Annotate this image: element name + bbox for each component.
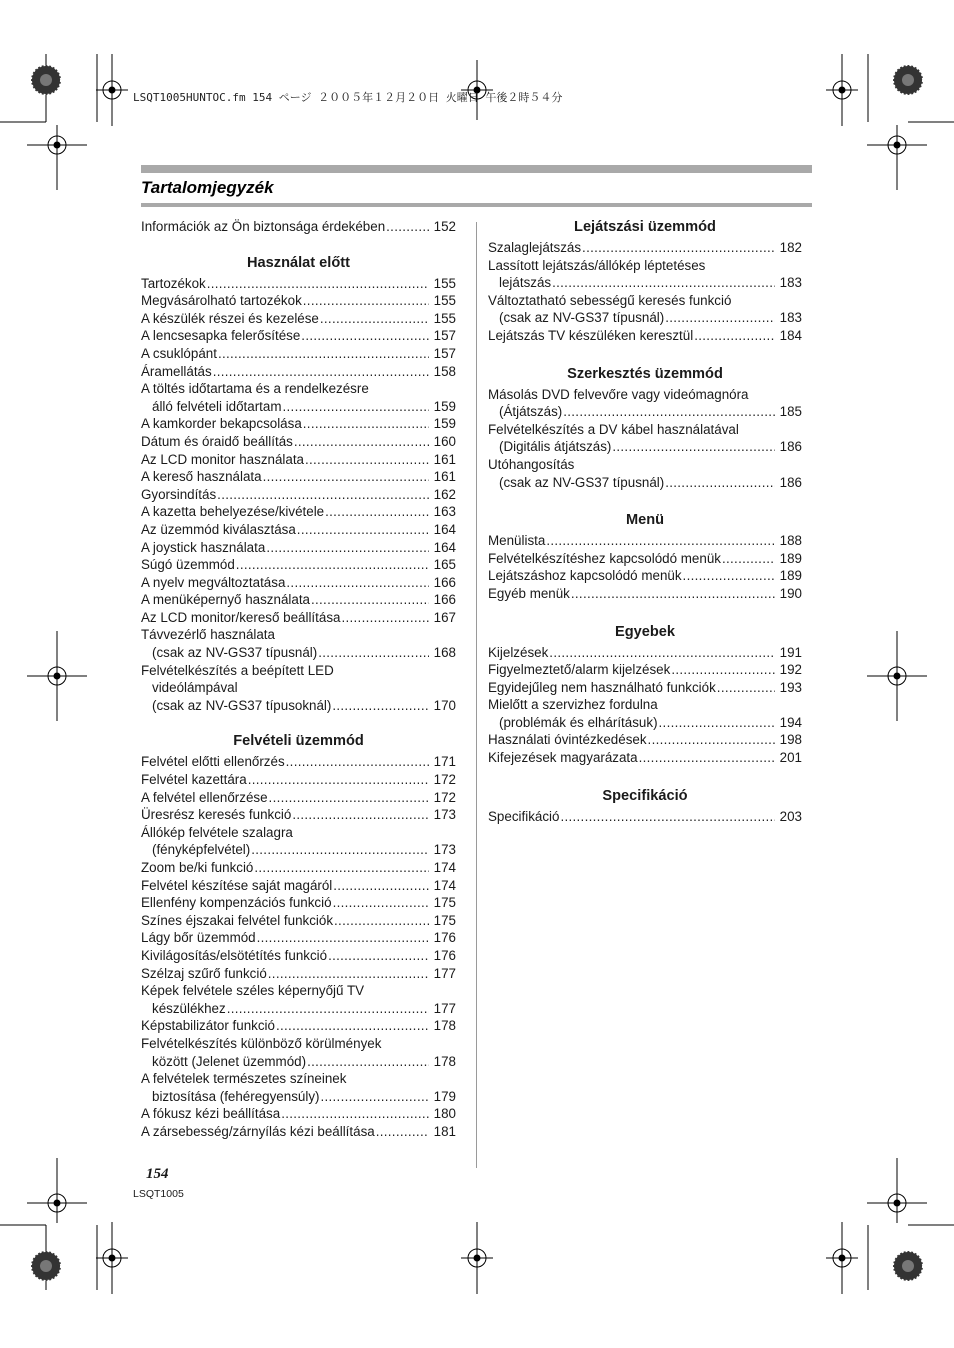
toc-entry[interactable] [141,310,456,328]
toc-entry-page: 198 [779,732,802,748]
toc-entry[interactable] [488,309,802,327]
dot-leader [217,486,429,504]
toc-entry-title: A menüképernyő használata [141,592,310,608]
toc-entry[interactable] [488,438,802,456]
toc-entry[interactable] [141,345,456,363]
toc-entry[interactable] [141,859,456,877]
toc-entry-title: A zársebesség/zárnyílás kézi beállítása [141,1123,375,1139]
toc-entry-page: 159 [433,416,456,432]
toc-entry[interactable] [141,1000,456,1018]
toc-entry-page: 185 [779,404,802,420]
dot-leader [671,661,775,679]
toc-entry-page: 167 [433,609,456,625]
toc-entry-page: 184 [779,327,802,343]
dot-leader [268,965,429,983]
toc-entry-page: 186 [779,474,802,490]
toc-entry-title: (Digitális átjátszás) [499,439,612,455]
toc-entry-title: Egyidejűleg nem használható funkciók [488,679,716,695]
toc-entry-page: 164 [433,539,456,555]
toc-entry-title: Az LCD monitor/kereső beállítása [141,609,341,625]
toc-entry-title: Képstabilizátor funkció [141,1018,275,1034]
dot-leader [248,771,429,789]
toc-entry-page: 180 [433,1106,456,1122]
toc-entry[interactable] [141,218,456,236]
toc-entry-title: (Átjátszás) [499,404,563,420]
toc-entry-page: 194 [779,714,802,730]
toc-entry-title: Lágy bőr üzemmód [141,930,256,946]
toc-entry-page: 166 [433,574,456,590]
toc-entry[interactable] [141,327,456,345]
section-heading: Specifikáció [602,787,688,804]
dot-leader [301,327,429,345]
toc-entry-page: 173 [433,842,456,858]
toc-entry-line: Mielőtt a szervizhez fordulna [488,697,658,713]
toc-entry-title: Tartozékok [141,275,206,291]
toc-entry-page: 190 [779,585,802,601]
toc-entry-title: Menülista [488,533,546,549]
dot-leader [257,929,429,947]
toc-entry[interactable] [141,1017,456,1035]
toc-entry-title: Súgó üzemmód [141,557,235,573]
toc-entry[interactable] [141,521,456,539]
toc-entry-page: 173 [433,807,456,823]
toc-entry-page: 161 [433,469,456,485]
toc-entry[interactable] [141,697,456,715]
dot-leader [283,398,429,416]
toc-entry-page: 186 [779,439,802,455]
dot-leader [552,274,775,292]
toc-entry-title: A joystick használata [141,539,266,555]
toc-entry[interactable] [488,731,802,749]
toc-entry-page: 168 [433,645,456,661]
toc-entry-page: 179 [433,1088,456,1104]
dot-leader [694,327,775,345]
toc-entry[interactable] [141,929,456,947]
toc-entry-page: 164 [433,521,456,537]
toc-entry-line: Állókép felvétele szalagra [141,824,293,840]
toc-entry-title: Lejátszás TV készüléken keresztül [488,327,694,343]
toc-entry-title: (problémák és elhárításuk) [499,714,658,730]
dot-leader [333,877,429,895]
toc-entry-title: Használati óvintézkedések [488,732,647,748]
left-column [141,218,456,1141]
toc-entry[interactable] [141,912,456,930]
toc-entry-page: 189 [779,550,802,566]
toc-entry-title: A kereső használata [141,469,262,485]
toc-entry[interactable] [141,1123,456,1141]
toc-entry-title: álló felvételi időtartam [152,398,282,414]
toc-entry-title: A lencsesapka felerősítése [141,328,301,344]
toc-entry[interactable] [488,644,802,662]
right-column [488,218,802,825]
toc-entry-page: 163 [433,504,456,520]
toc-entry-title: készülékhez [152,1000,226,1016]
toc-entry[interactable] [488,661,802,679]
toc-entry-page: 175 [433,895,456,911]
toc-entry-line: videólámpával [152,680,238,696]
dot-leader [582,239,775,257]
toc-entry-title: A kazetta behelyezése/kivétele [141,504,325,520]
toc-entry[interactable] [141,789,456,807]
toc-entry-title: biztosítása (fehéregyensúly) [152,1088,320,1104]
toc-entry[interactable] [141,433,456,451]
toc-entry-title: Zoom be/ki funkció [141,860,254,875]
dot-leader [332,697,429,715]
dot-leader [303,292,429,310]
dot-leader [320,310,429,328]
toc-entry-page: 160 [433,433,456,449]
toc-entry-page: 159 [433,398,456,414]
toc-entry-page: 203 [779,808,802,824]
dot-leader [571,585,775,603]
dot-leader [286,574,429,592]
toc-entry[interactable] [488,749,802,767]
dot-leader [269,789,429,807]
toc-entry-title: Kifejezések magyarázata [488,750,638,766]
toc-entry[interactable] [141,877,456,895]
dot-leader [334,912,429,930]
dot-leader [560,808,775,826]
toc-entry[interactable] [141,363,456,381]
toc-entry-page: 155 [433,293,456,309]
toc-entry-title: Áramellátás [141,363,212,379]
toc-entry[interactable] [488,474,802,492]
toc-entry-page: 158 [433,363,456,379]
toc-entry-title: Gyorsindítás [141,486,217,502]
toc-entry-line: Felvételkészítés a beépített LED [141,662,334,678]
print-header: LSQT1005HUNTOC.fm 154 ページ ２００５年１２月２０日 火曜日 午後２時５４分 [133,91,563,104]
dot-leader [263,468,429,486]
toc-entry[interactable] [141,591,456,609]
section-heading: Szerkesztés üzemmód [567,365,723,382]
dot-leader [648,731,775,749]
toc-entry-page: 170 [433,697,456,713]
toc-entry-title: Kivilágosítás/elsötétítés funkció [141,947,328,963]
toc-entry-page: 176 [433,930,456,946]
toc-entry-page: 176 [433,947,456,963]
toc-entry[interactable] [488,239,802,257]
toc-entry[interactable] [488,808,802,826]
toc-entry[interactable] [141,947,456,965]
toc-entry-page: 192 [779,662,802,678]
toc-entry-page: 161 [433,451,456,467]
toc-entry-title: A csuklópánt [141,345,217,361]
toc-entry-line: Lassított lejátszás/állókép léptetéses [488,257,706,273]
dot-leader [303,415,429,433]
toc-entry[interactable] [141,894,456,912]
dot-leader [281,1105,429,1123]
toc-entry-title: Felvétel készítése saját magáról [141,877,333,893]
toc-entry[interactable] [141,753,456,771]
toc-entry-title: Információk az Ön biztonsága érdekében [141,219,386,234]
toc-entry-page: 178 [433,1053,456,1069]
toc-entry[interactable] [141,539,456,557]
toc-entry-page: 155 [433,275,456,291]
toc-entry-title: Kijelzések [488,644,549,660]
toc-entry-title: lejátszás [499,275,552,291]
dot-leader [213,363,429,381]
toc-entry[interactable] [141,609,456,627]
toc-entry-page: 174 [433,860,456,875]
toc-entry-page: 162 [433,486,456,502]
dot-leader [286,753,429,771]
dot-leader [546,532,775,550]
section-heading: Menü [625,512,665,529]
toc-entry-page: 201 [779,750,802,766]
toc-entry-title: Egyéb menük [488,585,570,601]
toc-entry-title: Szalaglejátszás [488,240,582,255]
toc-entry-title: Dátum és óraidő beállítás [141,433,293,449]
dot-leader [639,749,775,767]
toc-entry[interactable] [141,644,456,662]
toc-entry[interactable] [141,398,456,416]
dot-leader [311,591,429,609]
section-heading: Használat előtt [247,254,350,271]
toc-entry-page: 178 [433,1018,456,1034]
toc-entry[interactable] [141,451,456,469]
toc-entry-line: Változtatható sebességű keresés funkció [488,292,732,308]
toc-entry-page: 152 [433,219,456,234]
column-divider [476,222,477,1168]
document-code: LSQT1005 [133,1188,184,1200]
title-bar-bottom [141,203,812,207]
dot-leader [294,433,429,451]
dot-leader [307,1053,429,1071]
toc-entry-page: 182 [779,240,802,255]
toc-entry-page: 172 [433,772,456,788]
toc-entry-title: Ellenfény kompenzációs funkció [141,895,332,911]
dot-leader [207,275,429,293]
toc-entry-page: 188 [779,533,802,549]
toc-entry-title: A kamkorder bekapcsolása [141,416,302,432]
title-bar-top [141,165,812,173]
toc-entry-page: 183 [779,310,802,326]
toc-entry-title: Lejátszáshoz kapcsolódó menük [488,568,682,584]
toc-entry-page: 172 [433,789,456,805]
toc-entry-page: 193 [779,679,802,695]
toc-entry-page: 157 [433,328,456,344]
toc-entry[interactable] [488,714,802,732]
dot-leader [297,521,429,539]
dot-leader [612,438,775,456]
dot-leader [665,474,775,492]
toc-entry-page: 157 [433,345,456,361]
toc-entry-page: 177 [433,1000,456,1016]
toc-entry-title: Az LCD monitor használata [141,451,304,467]
toc-entry[interactable] [488,550,802,568]
toc-entry-line: A felvételek természetes színeinek [141,1071,347,1087]
toc-entry[interactable] [141,292,456,310]
dot-leader [325,503,429,521]
toc-entry[interactable] [141,965,456,983]
toc-entry-title: (csak az NV-GS37 típusnál) [152,645,318,661]
dot-leader [328,947,429,965]
dot-leader [305,451,429,469]
toc-entry-title: A felvétel ellenőrzése [141,789,268,805]
toc-entry[interactable] [488,327,802,345]
toc-entry[interactable] [141,1088,456,1106]
toc-entry[interactable] [141,486,456,504]
dot-leader [333,894,429,912]
toc-entry-page: 191 [779,644,802,660]
dot-leader [376,1123,429,1141]
dot-leader [341,609,429,627]
dot-leader [320,1088,429,1106]
toc-entry-line: Felvételkészítés különböző körülmények [141,1035,382,1051]
toc-entry-title: (csak az NV-GS37 típusoknál) [152,697,332,713]
dot-leader [251,841,429,859]
toc-entry[interactable] [141,556,456,574]
toc-entry-title: (csak az NV-GS37 típusnál) [499,474,665,490]
page-title: Tartalomjegyzék [141,178,274,197]
toc-entry[interactable] [488,585,802,603]
toc-entry-page: 174 [433,877,456,893]
toc-entry-page: 181 [433,1123,456,1139]
toc-entry[interactable] [141,841,456,859]
toc-entry-title: Felvétel előtti ellenőrzés [141,754,285,770]
dot-leader [218,345,429,363]
toc-entry-line: Képek felvétele széles képernyőjű TV [141,983,365,999]
toc-entry-page: 155 [433,310,456,326]
toc-entry-title: Üresrész keresés funkció [141,807,292,823]
toc-entry-title: Az üzemmód kiválasztása [141,521,296,537]
toc-entry[interactable] [141,806,456,824]
dot-leader [386,218,429,236]
toc-entry-page: 183 [779,275,802,291]
toc-entry[interactable] [141,574,456,592]
page-number: 154 [146,1166,169,1182]
dot-leader [236,556,429,574]
toc-entry-page: 171 [433,754,456,770]
toc-entry[interactable] [141,503,456,521]
dot-leader [717,679,775,697]
dot-leader [254,859,429,877]
toc-entry-line: Távvezérlő használata [141,627,275,643]
section-heading: Felvételi üzemmód [233,733,364,750]
toc-entry[interactable] [141,1053,456,1071]
toc-entry-line: Másolás DVD felvevőre vagy videómagnóra [488,386,749,402]
dot-leader [563,403,775,421]
toc-entry-page: 175 [433,912,456,928]
toc-entry-page: 189 [779,568,802,584]
dot-leader [266,539,429,557]
toc-entry-title: Felvételkészítéshez kapcsolódó menük [488,550,721,566]
dot-leader [665,309,775,327]
toc-entry[interactable] [141,468,456,486]
toc-entry-title: Szélzaj szűrő funkció [141,965,267,981]
toc-entry[interactable] [141,771,456,789]
toc-entry-line: Utóhangosítás [488,456,575,472]
section-heading: Egyebek [614,623,676,640]
toc-entry-title: A készülék részei és kezelése [141,310,319,326]
toc-entry-title: Megvásárolható tartozékok [141,293,302,309]
dot-leader [549,644,775,662]
toc-entry[interactable] [488,679,802,697]
dot-leader [683,567,775,585]
toc-entry[interactable] [488,274,802,292]
toc-entry[interactable] [488,567,802,585]
dot-leader [318,644,429,662]
toc-entry-line: Felvételkészítés a DV kábel használatával [488,421,739,437]
toc-entry-page: 166 [433,592,456,608]
toc-entry-line: A töltés időtartama és a rendelkezésre [141,381,369,397]
toc-entry[interactable] [488,403,802,421]
toc-entry[interactable] [141,1105,456,1123]
toc-entry-title: A fókusz kézi beállítása [141,1106,281,1122]
toc-entry-title: Felvétel kazettára [141,772,247,788]
toc-entry[interactable] [141,415,456,433]
toc-entry-title: (csak az NV-GS37 típusnál) [499,310,665,326]
toc-entry-title: A nyelv megváltoztatása [141,574,286,590]
toc-entry-title: Színes éjszakai felvétel funkciók [141,912,334,928]
dot-leader [722,550,775,568]
section-heading: Lejátszási üzemmód [574,219,716,235]
dot-leader [292,806,429,824]
toc-entry[interactable] [488,532,802,550]
toc-entry-title: (fényképfelvétel) [152,842,251,858]
toc-entry-page: 177 [433,965,456,981]
dot-leader [276,1017,429,1035]
toc-entry-title: között (Jelenet üzemmód) [152,1053,307,1069]
toc-entry[interactable] [141,275,456,293]
dot-leader [227,1000,429,1018]
toc-entry-title: Specifikáció [488,808,560,824]
toc-entry-title: Figyelmeztető/alarm kijelzések [488,662,671,678]
dot-leader [659,714,775,732]
toc-entry-page: 165 [433,557,456,573]
